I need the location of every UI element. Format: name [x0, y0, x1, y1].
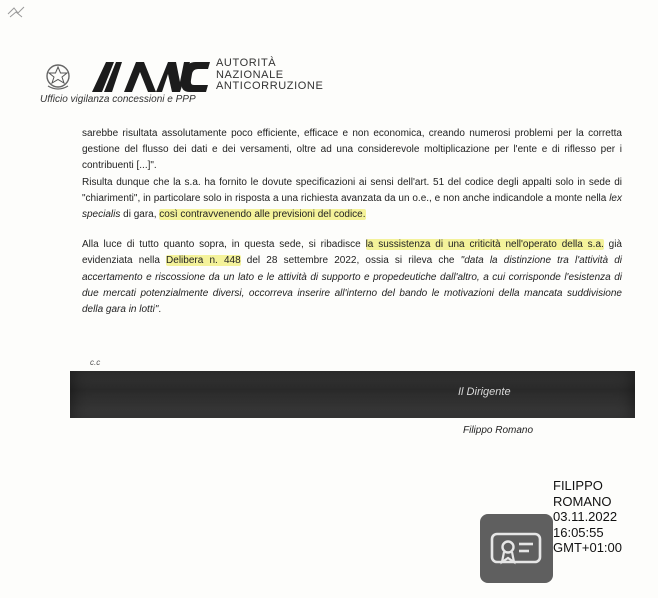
- text-run: Risulta dunque che la s.a. ha fornito le dovute specificazioni ai sensi dell'art. 51 del codice degli appalti solo in sede di "chiarimenti", in particolare solo in risposta a una richiesta avanzata da un o.e., e non anche indicandole a monte nella: [82, 176, 622, 204]
- text-run: .: [158, 304, 162, 316]
- digital-signature-badge: [480, 514, 553, 583]
- signature-date: 03.11.2022: [553, 509, 618, 524]
- signature-line: ROMANO: [553, 493, 612, 509]
- redacted-band: [70, 371, 635, 418]
- authority-line: ANTICORRUZIONE: [216, 80, 324, 92]
- authority-line: AUTORITÀ: [216, 57, 277, 69]
- text-run: di gara,: [120, 209, 160, 221]
- office-name: Ufficio vigilanza concessioni e PPP: [40, 94, 196, 105]
- authority-line: NAZIONALE: [216, 68, 284, 81]
- signature-timezone: GMT+01:00: [553, 540, 623, 555]
- paragraph-2: [82, 175, 622, 224]
- letter-body: [82, 126, 622, 318]
- italic-term: lex specialis: [82, 192, 622, 221]
- paragraph-1: [82, 126, 622, 175]
- text-run: del 28 settembre 2022, ossia si rileva che: [240, 255, 461, 267]
- corner-scribble-icon: [6, 4, 28, 20]
- signer-role: Il Dirigente: [458, 386, 511, 398]
- paragraph-3: [82, 237, 622, 318]
- signature-time: 16:05:55: [553, 524, 604, 540]
- text-run: sarebbe risultata assolutamente poco efficiente, efficace e non economica, creando numerosi problemi per la corretta gestione del flusso dei dati e dei versamenti, oltre ad una considerevole moltiplicazione per l'ente e di riflesso per i contribuenti [...]".: [82, 128, 622, 172]
- authority-name: [216, 58, 323, 93]
- signer-name: Filippo Romano: [463, 425, 534, 436]
- certificate-icon: [488, 528, 544, 568]
- highlighted-text: così contravvenendo alle previsioni del codice.: [159, 209, 366, 221]
- italian-emblem-icon: [44, 62, 72, 92]
- anac-logo: [90, 58, 212, 94]
- signature-info: [553, 478, 622, 556]
- italic-quote: "data la distinzione tra l'attività di accertamento e riscossione da un lato e le attività di supporto e propedeutiche dall'altro, a cui corrisponde l'esistenza di due mercati potenzialmente diversi, occorreva inserire all'interno del bando le motivazioni della mancata suddivisione della gara in lotti": [82, 255, 622, 316]
- cc-label: c.c: [90, 358, 101, 367]
- highlighted-text: Delibera n. 448: [166, 255, 241, 267]
- signature-line: FILIPPO: [553, 478, 603, 493]
- text-run: già evidenziata nella: [82, 239, 622, 267]
- highlighted-text: la sussistenza di una criticità nell'operato della s.a.: [365, 239, 604, 251]
- text-run: Alla luce di tutto quanto sopra, in questa sede, si ribadisce: [82, 239, 366, 251]
